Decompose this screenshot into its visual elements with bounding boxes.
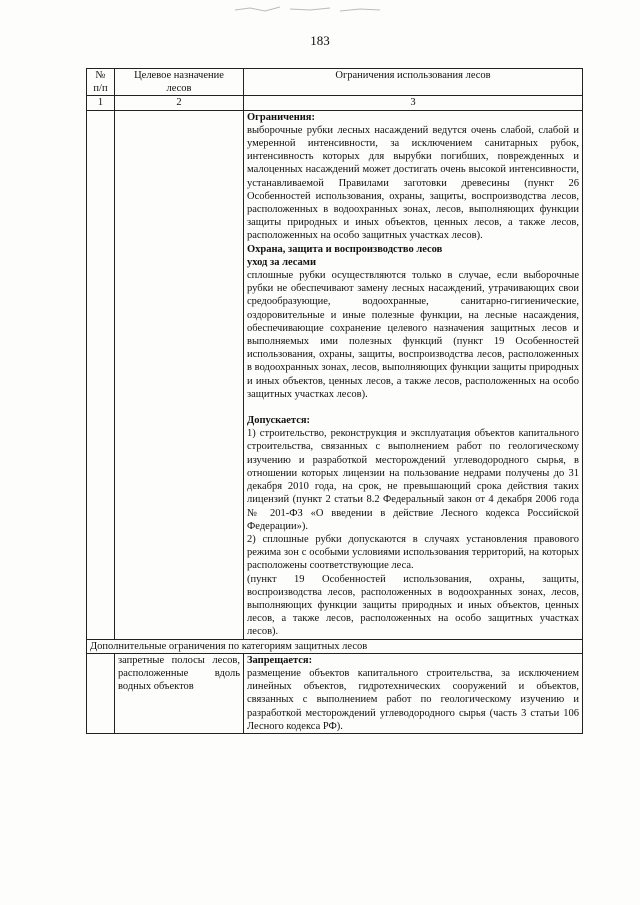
header-restrictions: Ограничения использования лесов — [244, 69, 583, 96]
section-row — [87, 639, 583, 653]
allowed-item-2: 2) сплошные рубки допускаются в случаях установления правового режима зон с особыми условиями использования территорий, на которых расположены соответствующие леса. — [247, 533, 579, 572]
col-index-2: 2 — [115, 96, 244, 110]
header-purpose: Целевое назначение лесов — [115, 69, 244, 96]
empty-cell — [115, 110, 244, 639]
restrictions-text: выборочные рубки лесных насаждений ведутся очень слабой, слабой и умеренной интенсивности, за исключением санитарных рубок, интенсивность которых для вырубки погибших, поврежденных и малоценных насаждений может достигать очень высокой интенсивности, устанавливаемой Правилами заготовки древесины (пункт 26 Особенностей использования, охраны, защиты, воспроизводства лесов, расположенных в водоохранных зонах, лесов, выполняющих функции защиты природных и иных объектов, ценных лесов, а также лесов, расположенных на особо защитных участках лесов). — [247, 124, 579, 242]
prohibited-title: Запрещается: — [247, 654, 313, 666]
care-title: уход за лесами — [247, 256, 316, 268]
header-number: № п/п — [87, 69, 115, 96]
table-row — [87, 653, 583, 733]
restrictions-cell — [244, 110, 583, 639]
section-title: Дополнительные ограничения по категориям защитных лесов — [87, 639, 583, 653]
table-row — [87, 110, 583, 639]
scan-artifact — [230, 2, 390, 16]
empty-cell — [87, 653, 115, 733]
prohibited-cell — [244, 653, 583, 733]
table-header-row — [87, 69, 583, 96]
restrictions-title: Ограничения: — [247, 111, 315, 123]
protection-title: Охрана, защита и воспроизводство лесов — [247, 243, 443, 255]
empty-cell — [87, 110, 115, 639]
allowed-title: Допускается: — [247, 415, 311, 427]
allowed-item-2-reference: (пункт 19 Особенностей использования, охраны, защиты, воспроизводства лесов, расположенных в водоохранных зонах, лесов, выполняющих функции защиты природных и иных объектов, ценных лесов, а также лесов, расположенных на особо защитных участках лесов). — [247, 573, 579, 638]
prohibited-text: размещение объектов капитального строительства, за исключением линейных объектов, гидротехнических сооружений и объектов, связанных с выполнением работ по геологическому изучению и разработкой месторождений углеводородного сырья (часть 3 статьи 106 Лесного кодекса РФ). — [247, 667, 579, 732]
column-number-row — [87, 96, 583, 110]
allowed-item-1: 1) строительство, реконструкция и эксплуатация объектов капитального строительства, связанных с выполнением работ по геологическому изучению и разработкой месторождений углеводородного сырья, в отношении которых лицензии на пользование недрами получены до 31 декабря 2010 года, на срок, не превышающий срока действия таких лицензий (пункт 2 статьи 8.2 Федеральный закон от 4 декабря 2006 года № 201-ФЗ «О введении в действие Лесного кодекса Российской Федерации»). — [247, 428, 579, 532]
col-index-3: 3 — [244, 96, 583, 110]
col-index-1: 1 — [87, 96, 115, 110]
forest-restrictions-table — [86, 68, 583, 734]
page-number: 183 — [310, 33, 330, 48]
care-text: сплошные рубки осуществляются только в случае, если выборочные рубки не обеспечивают замену лесных насаждений, утрачивающих свои средообразующие, водоохранные, санитарно-гигиенические, оздоровительные и иные полезные функции, на лесные насаждения, обеспечивающие сохранение целевого назначения защитных лесов и выполняемых ими полезных функций (пункт 19 Особенностей использования, охраны, защиты, воспроизводства лесов, расположенных в водоохранных зонах, лесов, выполняющих функции защиты природных и иных объектов, ценных лесов, а также лесов, расположенных на особо защитных участках лесов). — [247, 270, 579, 400]
purpose-cell: запретные полосы лесов, расположенные вдоль водных объектов — [115, 653, 244, 733]
